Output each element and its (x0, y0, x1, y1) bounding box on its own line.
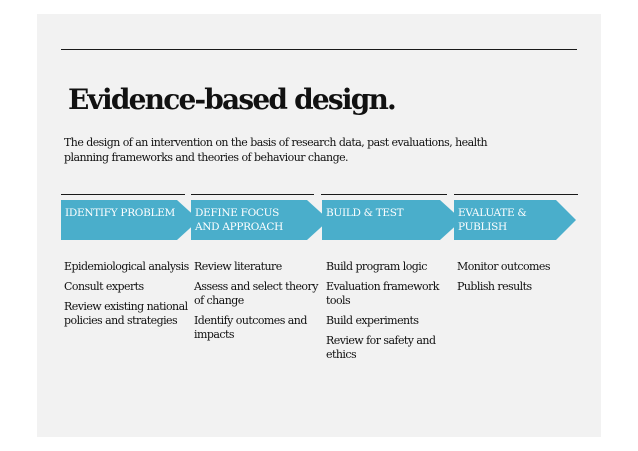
column-divider-4 (454, 194, 578, 195)
list-item: Build experiments (326, 314, 419, 327)
step-items-define-focus (194, 260, 322, 348)
step-items-build-test (326, 260, 454, 368)
step-label: BUILD & TEST (326, 207, 404, 219)
list-item: Identify outcomes and impacts (194, 314, 307, 341)
step-label: DEFINE FOCUS AND APPROACH (195, 207, 283, 233)
page-title: Evidence-based design. (68, 83, 395, 116)
column-divider-3 (321, 194, 447, 195)
list-item: Review literature (194, 260, 282, 273)
top-divider (61, 49, 577, 50)
list-item: Build program logic (326, 260, 427, 273)
list-item: Evaluation framework tools (326, 280, 439, 307)
step-items-identify-problem (64, 260, 192, 334)
list-item: Review for safety and ethics (326, 334, 436, 361)
step-items-evaluate-publish (457, 260, 585, 300)
list-item: Review existing national policies and strategies (64, 300, 188, 327)
list-item: Monitor outcomes (457, 260, 550, 273)
column-divider-1 (61, 194, 185, 195)
list-item: Epidemiological analysis (64, 260, 189, 273)
page-subtitle: The design of an intervention on the basis of research data, past evaluations, health planning frameworks and theories of behaviour change. (64, 136, 488, 164)
step-label: IDENTIFY PROBLEM (65, 207, 176, 219)
list-item: Consult experts (64, 280, 144, 293)
column-divider-2 (191, 194, 314, 195)
list-item: Assess and select theory of change (194, 280, 318, 307)
step-label: EVALUATE & PUBLISH (458, 207, 527, 233)
list-item: Publish results (457, 280, 532, 293)
